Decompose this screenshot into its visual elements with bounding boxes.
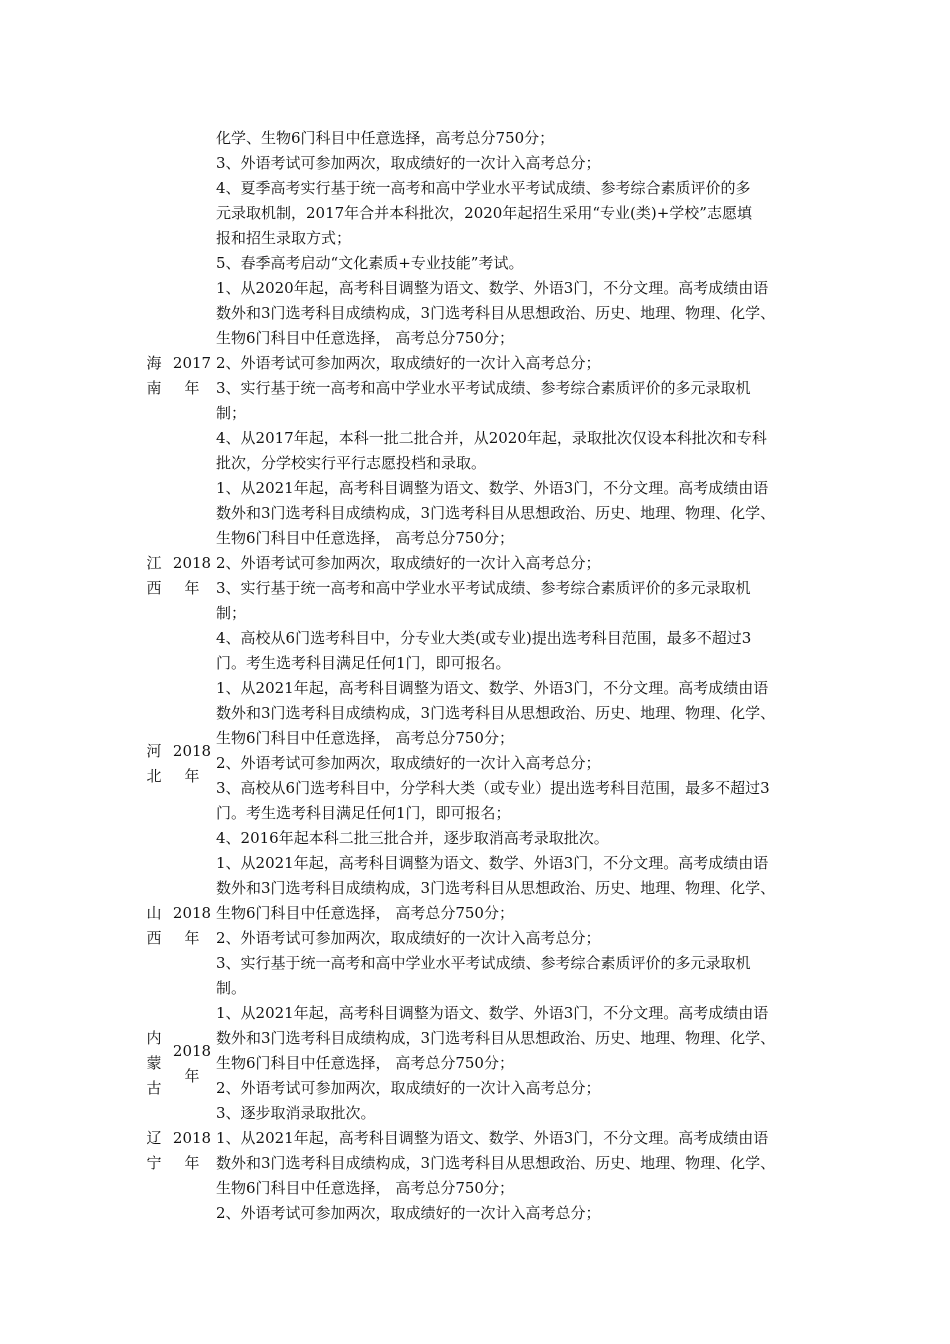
description-line: 3、实行基于统一高考和高中学业水平考试成绩、参考综合素质评价的多元录取机 bbox=[216, 379, 751, 397]
province-char: 辽 bbox=[146, 1129, 162, 1147]
description-line: 生物6门科目中任意选择， 高考总分750分； bbox=[216, 729, 514, 747]
year-number: 2018 bbox=[172, 741, 212, 760]
description-line: 1、从2021年起，高考科目调整为语文、数学、外语3门，不分文理。高考成绩由语 bbox=[216, 479, 769, 497]
province-name bbox=[140, 351, 168, 401]
description-line: 门。考生选考科目满足任何1门，即可报名； bbox=[216, 804, 511, 822]
year-number: 2018 bbox=[172, 904, 212, 922]
description-line: 1、从2021年起，高考科目调整为语文、数学、外语3门，不分文理。高考成绩由语 bbox=[216, 854, 769, 872]
description-line: 制； bbox=[216, 404, 247, 422]
year-number: 2018 bbox=[172, 554, 212, 572]
description-line: 4、2016年起本科二批三批合并，逐步取消高考录取批次。 bbox=[216, 829, 609, 847]
province-row bbox=[140, 851, 820, 1001]
description-line: 3、实行基于统一高考和高中学业水平考试成绩、参考综合素质评价的多元录取机 bbox=[216, 579, 751, 597]
intro-lines bbox=[216, 126, 820, 276]
description-line: 4、夏季高考实行基于统一高考和高中学业水平考试成绩、参考综合素质评价的多 bbox=[216, 179, 751, 197]
description-line: 3、实行基于统一高考和高中学业水平考试成绩、参考综合素质评价的多元录取机 bbox=[216, 954, 751, 972]
description-line: 数外和3门选考科目成绩构成，3门选考科目从思想政治、历史、地理、物理、化学、 bbox=[216, 504, 776, 522]
reform-year bbox=[168, 351, 216, 401]
description-line: 1、从2021年起，高考科目调整为语文、数学、外语3门，不分文理。高考成绩由语 bbox=[216, 1129, 769, 1147]
reform-description bbox=[216, 476, 820, 676]
description-line: 4、高校从6门选考科目中，分专业大类(或专业)提出选考科目范围，最多不超过3 bbox=[216, 629, 752, 647]
description-line: 1、从2021年起，高考科目调整为语文、数学、外语3门，不分文理。高考成绩由语 bbox=[216, 1004, 769, 1022]
reform-description bbox=[216, 851, 820, 1001]
description-line: 2、外语考试可参加两次，取成绩好的一次计入高考总分； bbox=[216, 1079, 601, 1097]
reform-description bbox=[216, 676, 820, 851]
description-line: 2、外语考试可参加两次，取成绩好的一次计入高考总分； bbox=[216, 754, 601, 772]
description-line: 生物6门科目中任意选择， 高考总分750分； bbox=[216, 1054, 514, 1072]
reform-year bbox=[168, 739, 216, 789]
year-unit: 年 bbox=[184, 766, 200, 785]
province-char: 西 bbox=[146, 579, 162, 597]
description-line: 制； bbox=[216, 604, 247, 622]
province-char: 内 bbox=[146, 1029, 162, 1047]
description-line: 5、春季高考启动“文化素质+专业技能”考试。 bbox=[216, 254, 524, 272]
province-name bbox=[140, 901, 168, 951]
description-line: 3、外语考试可参加两次，取成绩好的一次计入高考总分； bbox=[216, 154, 601, 172]
province-char: 蒙 bbox=[146, 1054, 162, 1072]
reform-year bbox=[168, 1126, 216, 1176]
province-name bbox=[140, 1126, 168, 1176]
province-char: 北 bbox=[146, 766, 162, 785]
province-char: 江 bbox=[146, 554, 162, 572]
description-line: 批次，分学校实行平行志愿投档和录取。 bbox=[216, 454, 487, 472]
description-line: 3、逐步取消录取批次。 bbox=[216, 1104, 376, 1122]
province-char: 山 bbox=[146, 904, 162, 922]
year-number: 2018 bbox=[172, 1129, 212, 1147]
province-char: 宁 bbox=[146, 1154, 162, 1172]
description-line: 报和招生录取方式； bbox=[216, 229, 352, 247]
province-char: 河 bbox=[146, 741, 162, 760]
year-number: 2018 bbox=[172, 1041, 212, 1060]
year-unit: 年 bbox=[184, 1154, 200, 1172]
province-char: 海 bbox=[146, 354, 162, 372]
description-line: 制。 bbox=[216, 979, 247, 997]
description-line: 元录取机制，2017年合并本科批次，2020年起招生采用“专业(类)+学校”志愿填 bbox=[216, 204, 752, 222]
description-line: 数外和3门选考科目成绩构成，3门选考科目从思想政治、历史、地理、物理、化学、 bbox=[216, 704, 776, 722]
reform-description bbox=[216, 1126, 820, 1226]
reform-description bbox=[216, 276, 820, 476]
description-line: 生物6门科目中任意选择， 高考总分750分； bbox=[216, 329, 514, 347]
province-row bbox=[140, 676, 820, 851]
description-line: 门。考生选考科目满足任何1门，即可报名。 bbox=[216, 654, 511, 672]
description-line: 3、高校从6门选考科目中，分学科大类（或专业）提出选考科目范围，最多不超过3 bbox=[216, 779, 770, 797]
description-line: 1、从2020年起，高考科目调整为语文、数学、外语3门，不分文理。高考成绩由语 bbox=[216, 279, 769, 297]
description-line: 生物6门科目中任意选择， 高考总分750分； bbox=[216, 1179, 514, 1197]
province-row bbox=[140, 1001, 820, 1126]
intro-section bbox=[140, 126, 820, 276]
province-char: 南 bbox=[146, 379, 162, 397]
reform-year bbox=[168, 551, 216, 601]
year-unit: 年 bbox=[184, 379, 200, 397]
province-rows bbox=[140, 276, 820, 1226]
year-unit: 年 bbox=[184, 929, 200, 947]
reform-year bbox=[168, 1039, 216, 1089]
description-line: 1、从2021年起，高考科目调整为语文、数学、外语3门，不分文理。高考成绩由语 bbox=[216, 679, 769, 697]
description-line: 2、外语考试可参加两次，取成绩好的一次计入高考总分； bbox=[216, 354, 601, 372]
reform-description bbox=[216, 1001, 820, 1126]
province-char: 古 bbox=[146, 1079, 162, 1097]
province-char: 西 bbox=[146, 929, 162, 947]
reform-year bbox=[168, 901, 216, 951]
province-row bbox=[140, 476, 820, 676]
province-name bbox=[140, 551, 168, 601]
description-line: 2、外语考试可参加两次，取成绩好的一次计入高考总分； bbox=[216, 1204, 601, 1222]
description-line: 生物6门科目中任意选择， 高考总分750分； bbox=[216, 529, 514, 547]
description-line: 生物6门科目中任意选择， 高考总分750分； bbox=[216, 904, 514, 922]
description-line: 2、外语考试可参加两次，取成绩好的一次计入高考总分； bbox=[216, 929, 601, 947]
province-name bbox=[140, 1026, 168, 1101]
description-line: 数外和3门选考科目成绩构成，3门选考科目从思想政治、历史、地理、物理、化学、 bbox=[216, 1029, 776, 1047]
province-name bbox=[140, 739, 168, 789]
policy-document bbox=[140, 126, 820, 1226]
description-line: 数外和3门选考科目成绩构成，3门选考科目从思想政治、历史、地理、物理、化学、 bbox=[216, 304, 776, 322]
year-number: 2017 bbox=[172, 354, 212, 372]
province-row bbox=[140, 276, 820, 476]
province-row bbox=[140, 1126, 820, 1226]
description-line: 数外和3门选考科目成绩构成，3门选考科目从思想政治、历史、地理、物理、化学、 bbox=[216, 879, 776, 897]
year-unit: 年 bbox=[184, 579, 200, 597]
description-line: 4、从2017年起，本科一批二批合并，从2020年起，录取批次仅设本科批次和专科 bbox=[216, 429, 767, 447]
year-unit: 年 bbox=[184, 1066, 200, 1085]
description-line: 数外和3门选考科目成绩构成，3门选考科目从思想政治、历史、地理、物理、化学、 bbox=[216, 1154, 776, 1172]
description-line: 2、外语考试可参加两次，取成绩好的一次计入高考总分； bbox=[216, 554, 601, 572]
description-line: 化学、生物6门科目中任意选择，高考总分750分； bbox=[216, 129, 555, 147]
